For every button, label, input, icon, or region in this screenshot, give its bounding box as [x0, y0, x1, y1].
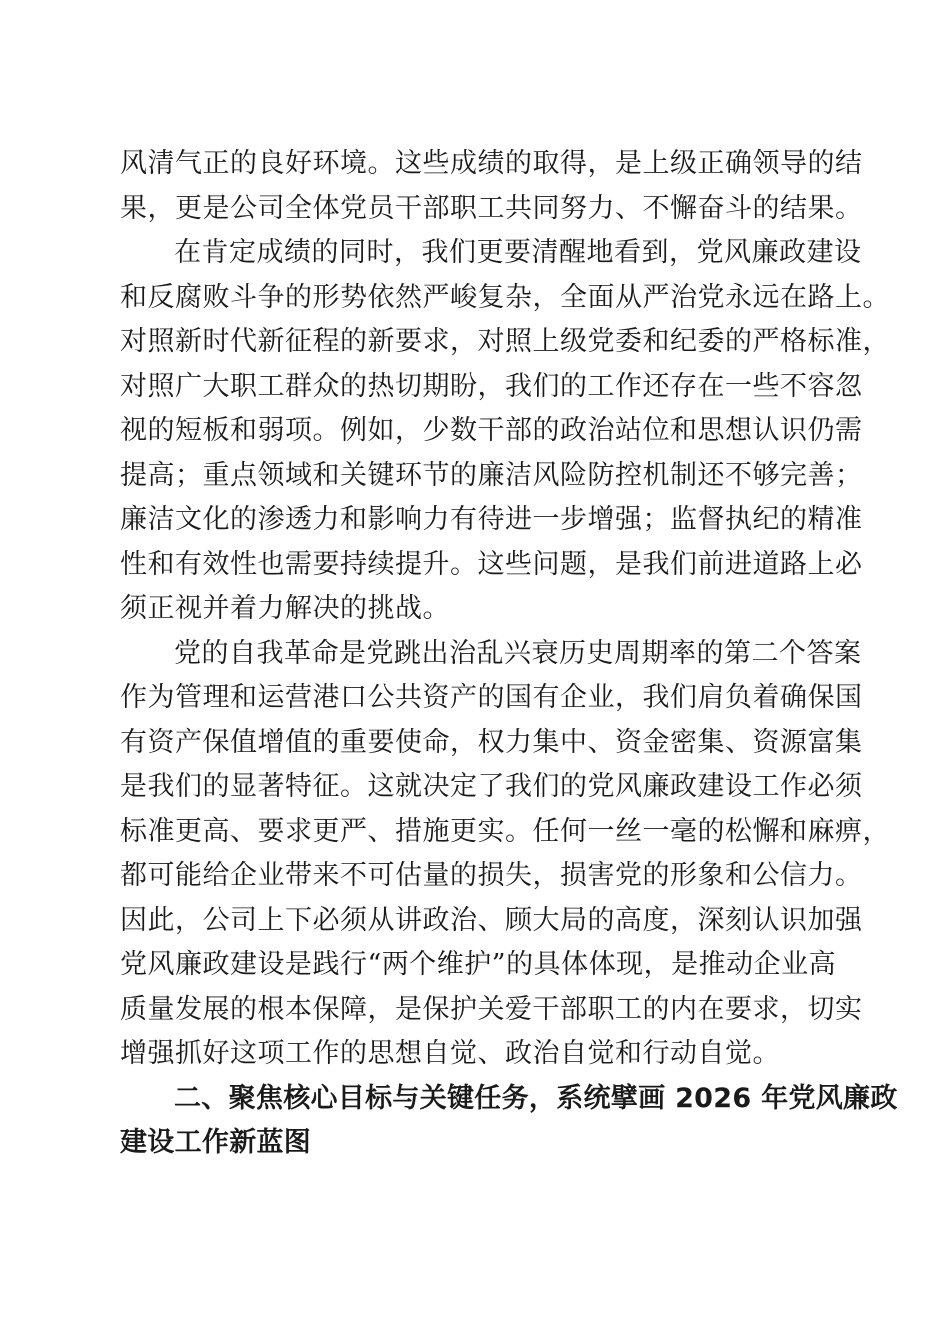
text-line: 因此，公司上下必须从讲政治、顾大局的高度，深刻认识加强 [120, 904, 863, 936]
text-line: 廉洁文化的渗透力和影响力有待进一步增强；监督执纪的精准 [120, 504, 863, 535]
text-line: 果，更是公司全体党员干部职工共同努力、不懈奋斗的结果。 [120, 192, 863, 224]
text-line: 都可能给企业带来不可估量的损失，损害党的形象和公信力。 [120, 860, 863, 891]
text-line: 对照广大职工群众的热切期盼，我们的工作还存在一些不容忽 [120, 370, 863, 402]
heading-line: 二、聚焦核心目标与关键任务，系统擘画 2026 年党风廉政 [174, 1082, 898, 1114]
text-line: 视的短板和弱项。例如，少数干部的政治站位和思想认识仍需 [120, 415, 863, 446]
text-line: 和反腐败斗争的形势依然严峻复杂，全面从严治党永远在路上。 [120, 281, 890, 313]
text-line: 党风廉政建设是践行“两个维护”的具体体现，是推动企业高 [120, 949, 837, 980]
text-line: 质量发展的根本保障，是保护关爱干部职工的内在要求，切实 [120, 993, 863, 1025]
paragraph-2 [120, 231, 890, 632]
text-line: 有资产保值增值的重要使命，权力集中、资金密集、资源富集 [120, 726, 863, 758]
text-line: 风清气正的良好环境。这些成绩的取得，是上级正确领导的结 [120, 148, 863, 179]
paragraph-3 [120, 632, 890, 1077]
text-line: 标准更高、要求更严、措施更实。任何一丝一毫的松懈和麻痹， [120, 815, 890, 847]
heading-line: 建设工作新蓝图 [120, 1127, 312, 1158]
text-line: 须正视并着力解决的挑战。 [120, 593, 450, 624]
text-line: 作为管理和运营港口公共资产的国有企业，我们肩负着确保国 [120, 682, 863, 713]
text-line: 党的自我革命是党跳出治乱兴衰历史周期率的第二个答案 [174, 637, 862, 669]
document-body [120, 142, 898, 1166]
paragraph-1 [120, 142, 863, 231]
text-line: 是我们的显著特征。这就决定了我们的党风廉政建设工作必须 [120, 771, 863, 802]
text-line: 提高；重点领域和关键环节的廉洁风险防控机制还不够完善； [120, 459, 863, 491]
text-line: 对照新时代新征程的新要求，对照上级党委和纪委的严格标准， [120, 326, 890, 357]
text-line: 在肯定成绩的同时，我们更要清醒地看到，党风廉政建设 [174, 237, 862, 268]
text-line: 性和有效性也需要持续提升。这些问题，是我们前进道路上必 [120, 548, 863, 580]
text-line: 增强抓好这项工作的思想自觉、政治自觉和行动自觉。 [120, 1038, 780, 1069]
section-heading [120, 1077, 898, 1166]
